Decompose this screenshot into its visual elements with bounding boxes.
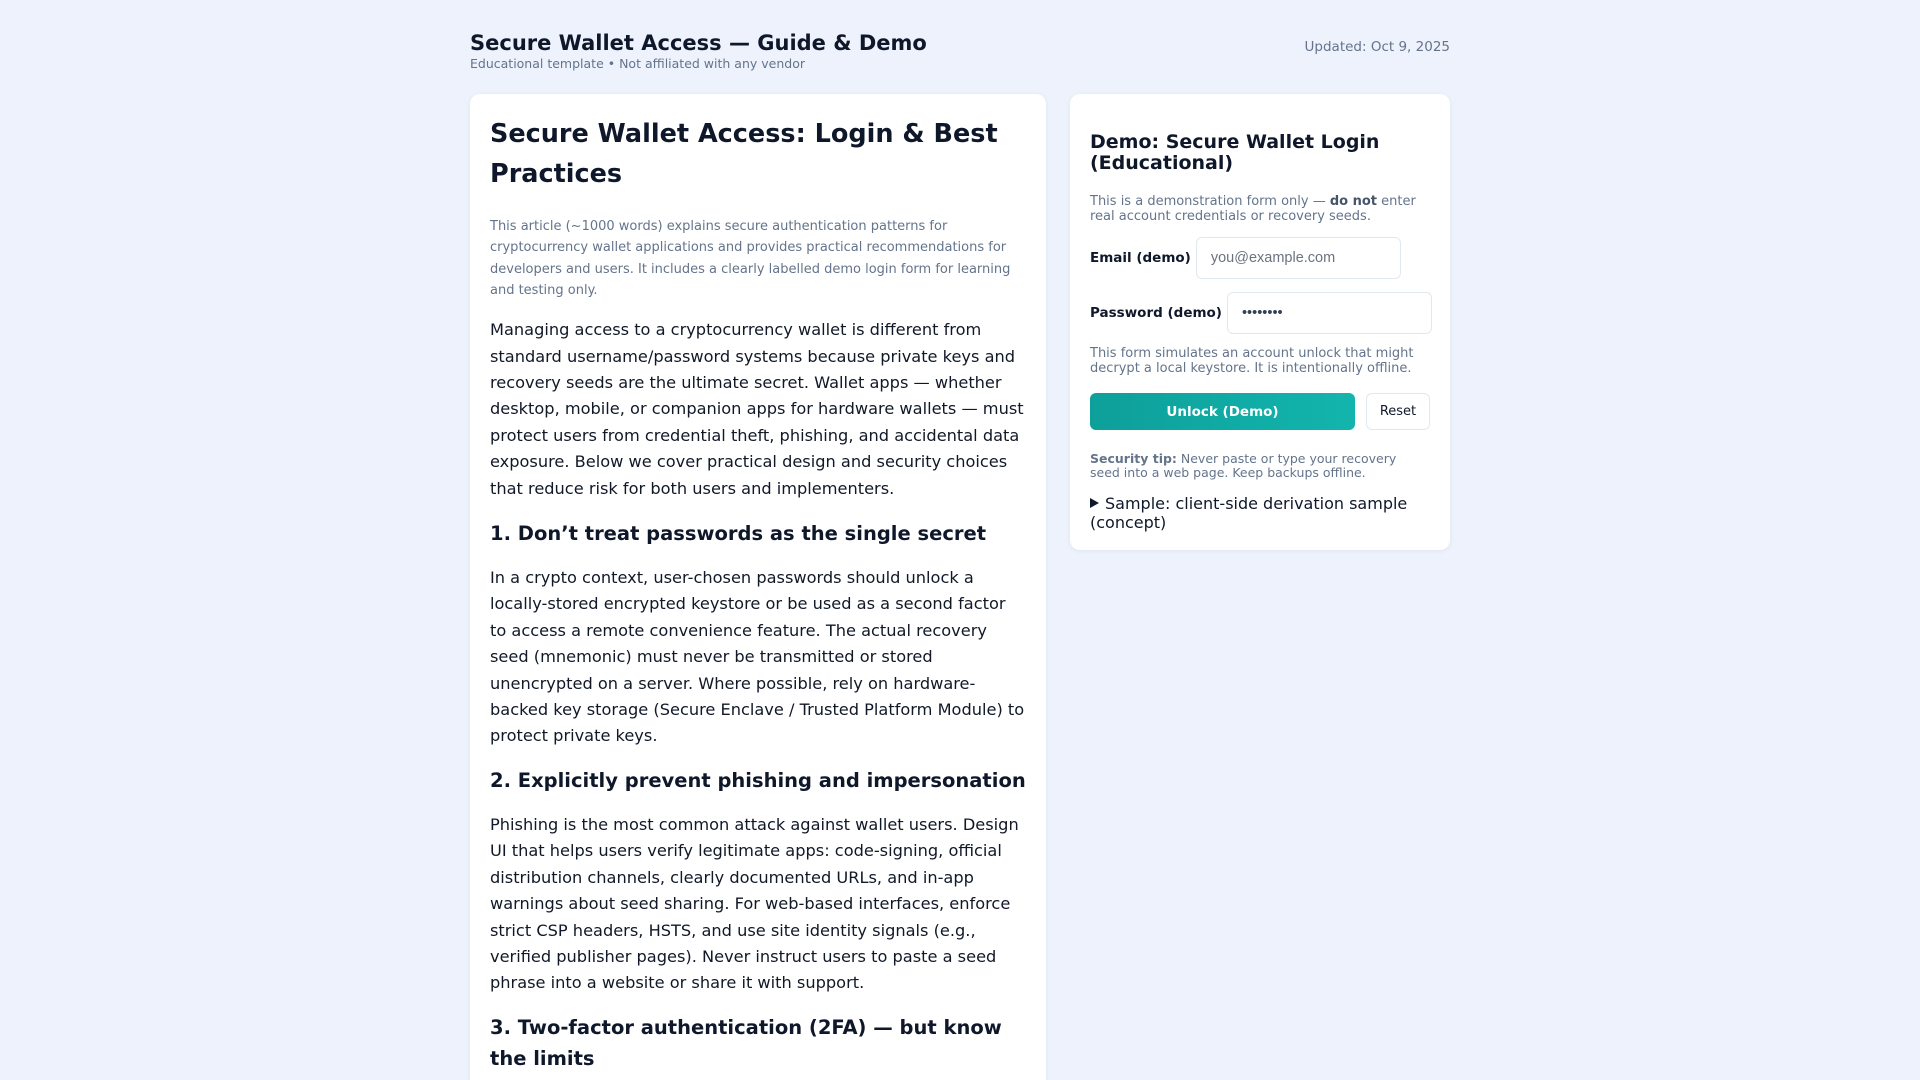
password-label: Password (demo) [1090, 305, 1222, 321]
email-row [1090, 237, 1430, 279]
site-title: Secure Wallet Access — Guide & Demo [470, 31, 927, 55]
site-subtitle: Educational template • Not affiliated with any vendor [470, 56, 805, 71]
article-card [470, 94, 1046, 1080]
demo-note-suffix: enter real account credentials or recovery seeds. [1090, 194, 1416, 224]
unlock-button[interactable]: Unlock (Demo) [1090, 393, 1355, 430]
demo-title: Demo: Secure Wallet Login (Educational) [1090, 131, 1380, 174]
demo-warning-note [1090, 194, 1430, 224]
article-intro: This article (~1000 words) explains secure authentication patterns for cryptocurrency wallet applications and provides practical recommendations for developers and users. It includes a clearly labelled demo login form for learning and testing only. [490, 219, 1011, 298]
email-input[interactable] [1196, 237, 1401, 279]
sample-details-toggle[interactable] [1090, 494, 1430, 532]
security-tip-label: Security tip: [1090, 451, 1177, 466]
section-3-heading: 3. Two-factor authentication (2FA) — but know the limits [490, 1015, 1002, 1070]
demo-note-prefix: This is a demonstration form only — [1090, 194, 1330, 209]
section-2-heading: 2. Explicitly prevent phishing and impersonation [490, 768, 1026, 792]
form-actions [1090, 393, 1430, 430]
section-1-body: In a crypto context, user-chosen passwords should unlock a locally-stored encrypted keystore or be used as a second factor to access a remote convenience feature. The actual recovery seed (mnemonic) must never be transmitted or stored unencrypted on a server. Where possible, rely on hardware-backed key storage (Secure Enclave / Trusted Platform Module) to protect private keys. [490, 568, 1025, 746]
password-input[interactable] [1227, 292, 1432, 334]
disclosure-triangle-icon [1090, 498, 1099, 508]
security-tip-text: Never paste or type your recovery seed into a web page. Keep backups offline. [1090, 451, 1397, 480]
section-2-body: Phishing is the most common attack against wallet users. Design UI that helps users verify legitimate apps: code-signing, official distribution channels, clearly documented URLs, and in-app warnings about seed sharing. For web-based interfaces, enforce strict CSP headers, HSTS, and use site identity signals (e.g., verified publisher pages). Never instruct users to paste a seed phrase into a website or share it with support. [490, 814, 1019, 993]
sample-details-summary: Sample: client-side derivation sample (concept) [1090, 494, 1408, 532]
article-title: Secure Wallet Access: Login & Best Practices [490, 119, 998, 189]
reset-button[interactable]: Reset [1366, 393, 1430, 430]
section-1-heading: 1. Don’t treat passwords as the single secret [490, 522, 987, 546]
updated-date: Updated: Oct 9, 2025 [1304, 39, 1450, 55]
article-paragraph-1: Managing access to a cryptocurrency wallet is different from standard username/password systems because private keys and recovery seeds are the ultimate secret. Wallet apps — whether desktop, mobile, or companion apps for hardware wallets — must protect users from credential theft, phishing, and accidental data exposure. Below we cover practical design and security choices that reduce risk for both users and implementers. [490, 320, 1024, 498]
page-header [470, 30, 1450, 74]
demo-note-emphasis: do not [1329, 194, 1378, 209]
form-note: This form simulates an account unlock that might decrypt a local keystore. It is intentionally offline. [1090, 346, 1414, 376]
security-tip [1090, 452, 1430, 480]
email-label: Email (demo) [1090, 250, 1191, 266]
demo-login-panel [1070, 94, 1450, 550]
password-row [1090, 292, 1430, 334]
